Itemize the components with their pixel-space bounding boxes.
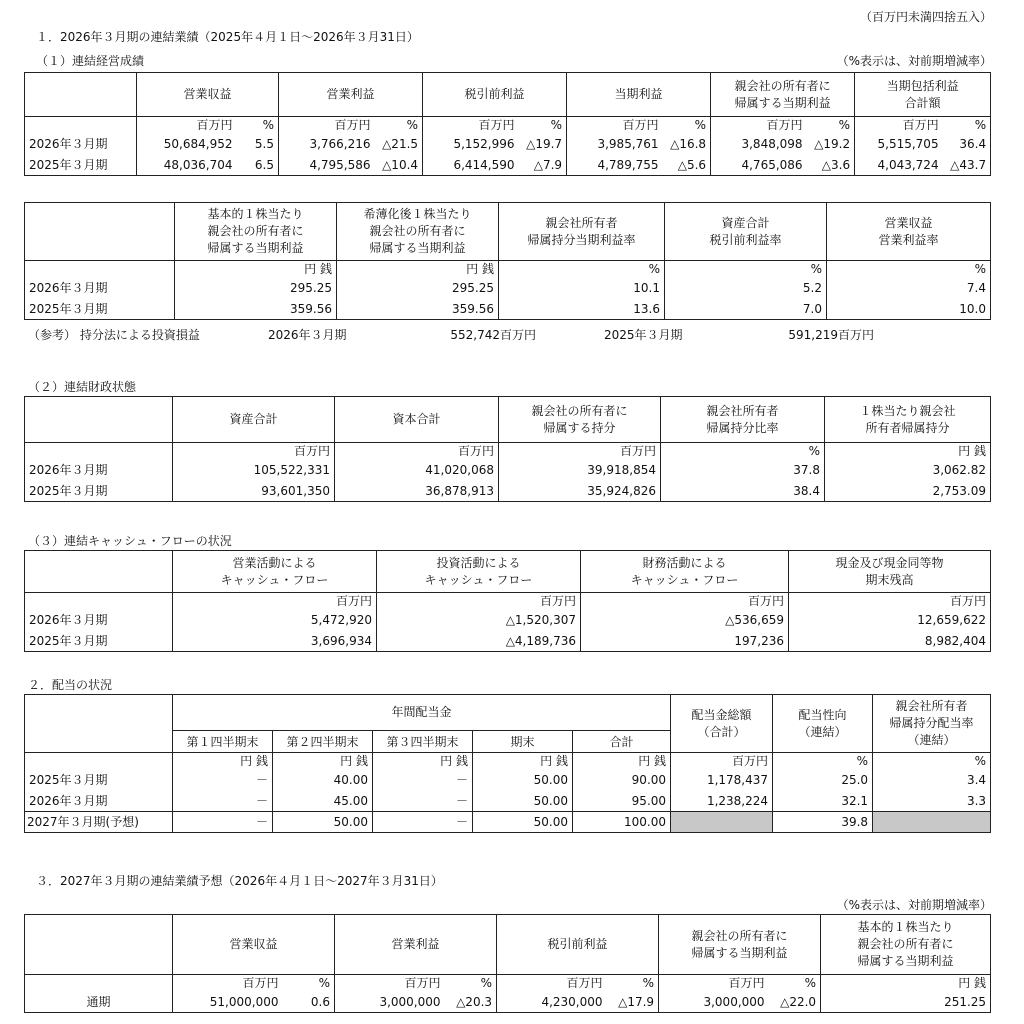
data-cell: 0.6 (283, 992, 335, 1013)
row-label: 2027年３月期(予想) (25, 812, 173, 833)
data-cell: 36,878,913 (335, 481, 499, 502)
unit-cell: 百万円 (335, 975, 445, 992)
unit-cell: 百万円 (173, 975, 283, 992)
col-owners-equity: 親会社の所有者に 帰属する持分 (499, 397, 661, 443)
row-label: 2025年３月期 (25, 299, 175, 320)
unit-blank (25, 261, 175, 278)
equity-method-unit-2: 百万円 (838, 328, 875, 342)
col-total: 合計 (573, 731, 671, 753)
unit-cell: % (769, 975, 821, 992)
col-cash-end: 現金及び現金同等物 期末残高 (789, 551, 991, 593)
data-cell: 36.4 (943, 134, 991, 155)
col-equity-ratio: 親会社所有者 帰属持分比率 (661, 397, 825, 443)
row-label: 2026年３月期 (25, 791, 173, 812)
data-cell: 41,020,068 (335, 460, 499, 481)
table-row (25, 134, 991, 155)
data-cell: △3.6 (807, 155, 855, 176)
shaded-cell (873, 812, 991, 833)
data-cell: 4,795,586 (279, 155, 375, 176)
data-cell: △1,520,307 (377, 610, 581, 631)
col-q3-end: 第３四半期末 (373, 731, 473, 753)
data-cell: 10.0 (827, 299, 991, 320)
row-label: 2025年３月期 (25, 770, 173, 791)
unit-blank (25, 117, 137, 134)
table-row (25, 992, 991, 1013)
data-cell: △43.7 (943, 155, 991, 176)
row-label: 2025年３月期 (25, 631, 173, 652)
unit-cell: 百万円 (659, 975, 769, 992)
unit-cell: 円 銭 (573, 753, 671, 770)
col-doe: 親会社所有者 帰属持分配当率 （連結） (873, 695, 991, 753)
unit-cell: % (665, 261, 827, 278)
row-label: 通期 (25, 992, 173, 1013)
table-row (25, 460, 991, 481)
col-annual-dividend: 年間配当金 (173, 695, 671, 731)
col-diluted-eps: 希薄化後１株当たり 親会社の所有者に 帰属する当期利益 (337, 203, 499, 261)
data-cell: △22.0 (769, 992, 821, 1013)
unit-cell: 円 銭 (273, 753, 373, 770)
data-cell: 50.00 (473, 812, 573, 833)
unit-cell: % (375, 117, 423, 134)
data-cell: △17.9 (607, 992, 659, 1013)
header-blank (25, 73, 137, 117)
data-cell: △21.5 (375, 134, 423, 155)
col-q1-end: 第１四半期末 (173, 731, 273, 753)
data-cell: 25.0 (773, 770, 873, 791)
data-cell: 51,000,000 (173, 992, 283, 1013)
equity-method-unit-1: 百万円 (500, 328, 537, 342)
unit-blank (25, 753, 173, 770)
table-row (25, 481, 991, 502)
col-basic-eps: 基本的１株当たり 親会社の所有者に 帰属する当期利益 (821, 915, 991, 975)
data-cell: 3,000,000 (659, 992, 769, 1013)
data-cell: 6,414,590 (423, 155, 519, 176)
operating-results-table (24, 72, 991, 176)
data-cell: 295.25 (337, 278, 499, 299)
unit-cell: % (499, 261, 665, 278)
data-cell: 5,472,920 (173, 610, 377, 631)
header-blank (25, 551, 173, 593)
financial-position-table (24, 396, 991, 502)
data-cell: 3,848,098 (711, 134, 807, 155)
col-roe: 親会社所有者 帰属持分当期利益率 (499, 203, 665, 261)
data-cell: 5,152,996 (423, 134, 519, 155)
data-cell: 50,684,952 (137, 134, 237, 155)
data-cell: 6.5 (237, 155, 279, 176)
data-cell: 3.3 (873, 791, 991, 812)
data-cell: 38.4 (661, 481, 825, 502)
unit-cell: 円 銭 (173, 753, 273, 770)
data-cell: 45.00 (273, 791, 373, 812)
unit-cell: 円 銭 (825, 443, 991, 460)
row-label: 2026年３月期 (25, 610, 173, 631)
equity-method-period-1: 2026年３月期 (268, 328, 347, 342)
header-blank (25, 695, 173, 753)
col-operating-cf: 営業活動による キャッシュ・フロー (173, 551, 377, 593)
table-row (25, 278, 991, 299)
header-blank (25, 203, 175, 261)
col-operating-income: 営業利益 (279, 73, 423, 117)
data-cell: 40.00 (273, 770, 373, 791)
data-cell: 10.1 (499, 278, 665, 299)
col-operating-income: 営業利益 (335, 915, 497, 975)
data-cell: 3,000,000 (335, 992, 445, 1013)
col-net-income: 当期利益 (567, 73, 711, 117)
data-cell: 295.25 (175, 278, 337, 299)
data-cell: 3.4 (873, 770, 991, 791)
unit-cell: 円 銭 (175, 261, 337, 278)
col-bps: １株当たり親会社 所有者帰属持分 (825, 397, 991, 443)
unit-cell: 百万円 (137, 117, 237, 134)
data-cell: △19.7 (519, 134, 567, 155)
data-cell: 105,522,331 (173, 460, 335, 481)
financial-position-title: （２）連結財政状態 (28, 380, 137, 394)
unit-cell: 百万円 (173, 443, 335, 460)
section-1-1-title: （１）連結経営成績 (36, 54, 145, 68)
col-net-income-owners: 親会社の所有者に 帰属する当期利益 (711, 73, 855, 117)
col-payout-ratio: 配当性向 （連結） (773, 695, 873, 753)
data-cell: 197,236 (581, 631, 789, 652)
data-cell: 7.4 (827, 278, 991, 299)
data-cell: 5,515,705 (855, 134, 943, 155)
row-label: 2026年３月期 (25, 278, 175, 299)
data-cell: 90.00 (573, 770, 671, 791)
table-row-forecast (25, 812, 991, 833)
col-total-equity: 資本合計 (335, 397, 499, 443)
data-cell: 2,753.09 (825, 481, 991, 502)
data-cell: 3,062.82 (825, 460, 991, 481)
shaded-cell (671, 812, 773, 833)
row-label: 2025年３月期 (25, 155, 137, 176)
data-cell: △16.8 (663, 134, 711, 155)
unit-cell: 円 銭 (373, 753, 473, 770)
data-cell: 3,985,761 (567, 134, 663, 155)
data-cell: － (373, 812, 473, 833)
unit-cell: 百万円 (377, 593, 581, 610)
data-cell: △7.9 (519, 155, 567, 176)
col-pretax-income: 税引前利益 (423, 73, 567, 117)
table-row (25, 791, 991, 812)
col-financing-cf: 財務活動による キャッシュ・フロー (581, 551, 789, 593)
unit-cell: % (807, 117, 855, 134)
unit-cell: % (663, 117, 711, 134)
unit-cell: % (873, 753, 991, 770)
unit-cell: % (237, 117, 279, 134)
col-operating-revenue: 営業収益 (173, 915, 335, 975)
col-roa-pretax: 資産合計 税引前利益率 (665, 203, 827, 261)
unit-cell: % (283, 975, 335, 992)
header-blank (25, 397, 173, 443)
unit-cell: 円 銭 (337, 261, 499, 278)
forecast-pct-note: （%表示は、対前期増減率） (836, 898, 992, 912)
table-row (25, 631, 991, 652)
data-cell: 251.25 (821, 992, 991, 1013)
unit-cell: % (943, 117, 991, 134)
data-cell: 4,043,724 (855, 155, 943, 176)
pct-note: （%表示は、対前期増減率） (836, 54, 992, 68)
data-cell: 12,659,622 (789, 610, 991, 631)
data-cell: △5.6 (663, 155, 711, 176)
col-operating-margin: 営業収益 営業利益率 (827, 203, 991, 261)
unit-blank (25, 975, 173, 992)
unit-cell: % (661, 443, 825, 460)
unit-cell: 百万円 (567, 117, 663, 134)
unit-cell: % (773, 753, 873, 770)
row-label: 2026年３月期 (25, 460, 173, 481)
data-cell: 1,238,224 (671, 791, 773, 812)
unit-cell: 百万円 (671, 753, 773, 770)
unit-cell: 百万円 (789, 593, 991, 610)
unit-blank (25, 593, 173, 610)
col-investing-cf: 投資活動による キャッシュ・フロー (377, 551, 581, 593)
data-cell: － (373, 791, 473, 812)
col-comprehensive-income: 当期包括利益 合計額 (855, 73, 991, 117)
data-cell: － (173, 791, 273, 812)
data-cell: △20.3 (445, 992, 497, 1013)
per-share-table (24, 202, 991, 320)
col-total-assets: 資産合計 (173, 397, 335, 443)
table-row (25, 155, 991, 176)
dividends-title: ２．配当の状況 (28, 678, 113, 692)
unit-cell: 百万円 (497, 975, 607, 992)
data-cell: 39.8 (773, 812, 873, 833)
col-operating-revenue: 営業収益 (137, 73, 279, 117)
col-net-income-owners: 親会社の所有者に 帰属する当期利益 (659, 915, 821, 975)
rounding-note: （百万円未満四捨五入） (859, 10, 992, 24)
table-row (25, 299, 991, 320)
data-cell: 50.00 (473, 770, 573, 791)
unit-cell: 百万円 (173, 593, 377, 610)
data-cell: 50.00 (273, 812, 373, 833)
unit-cell: 円 銭 (473, 753, 573, 770)
data-cell: 100.00 (573, 812, 671, 833)
data-cell: △536,659 (581, 610, 789, 631)
data-cell: 8,982,404 (789, 631, 991, 652)
section-1-title: １．2026年３月期の連結業績（2025年４月１日～2026年３月31日） (36, 30, 419, 44)
equity-method-value-2: 591,219 (788, 328, 838, 342)
unit-cell: % (445, 975, 497, 992)
unit-blank (25, 443, 173, 460)
col-pretax-income: 税引前利益 (497, 915, 659, 975)
data-cell: 13.6 (499, 299, 665, 320)
data-cell: 7.0 (665, 299, 827, 320)
equity-method-value-1: 552,742 (450, 328, 500, 342)
data-cell: 39,918,854 (499, 460, 661, 481)
cash-flow-title: （３）連結キャッシュ・フローの状況 (28, 534, 232, 548)
data-cell: 50.00 (473, 791, 573, 812)
unit-cell: 百万円 (581, 593, 789, 610)
equity-method-label: （参考） 持分法による投資損益 (28, 328, 200, 342)
row-label: 2026年３月期 (25, 134, 137, 155)
col-year-end: 期末 (473, 731, 573, 753)
data-cell: 48,036,704 (137, 155, 237, 176)
data-cell: 32.1 (773, 791, 873, 812)
row-label: 2025年３月期 (25, 481, 173, 502)
cash-flow-table (24, 550, 991, 652)
unit-cell: 百万円 (499, 443, 661, 460)
unit-cell: % (607, 975, 659, 992)
data-cell: 359.56 (337, 299, 499, 320)
forecast-title: ３．2027年３月期の連結業績予想（2026年４月１日～2027年３月31日） (36, 874, 443, 888)
data-cell: △4,189,736 (377, 631, 581, 652)
col-total-dividend: 配当金総額 （合計） (671, 695, 773, 753)
data-cell: 93,601,350 (173, 481, 335, 502)
unit-cell: 百万円 (855, 117, 943, 134)
col-q2-end: 第２四半期末 (273, 731, 373, 753)
data-cell: 5.2 (665, 278, 827, 299)
unit-cell: % (827, 261, 991, 278)
forecast-table (24, 914, 991, 1013)
table-row (25, 610, 991, 631)
data-cell: － (173, 770, 273, 791)
data-cell: － (173, 812, 273, 833)
data-cell: 1,178,437 (671, 770, 773, 791)
data-cell: 95.00 (573, 791, 671, 812)
data-cell: △19.2 (807, 134, 855, 155)
data-cell: － (373, 770, 473, 791)
data-cell: 359.56 (175, 299, 337, 320)
data-cell: △10.4 (375, 155, 423, 176)
unit-cell: 百万円 (335, 443, 499, 460)
equity-method-period-2: 2025年３月期 (604, 328, 683, 342)
header-blank (25, 915, 173, 975)
data-cell: 37.8 (661, 460, 825, 481)
unit-cell: % (519, 117, 567, 134)
col-basic-eps: 基本的１株当たり 親会社の所有者に 帰属する当期利益 (175, 203, 337, 261)
unit-cell: 百万円 (711, 117, 807, 134)
data-cell: 35,924,826 (499, 481, 661, 502)
unit-cell: 円 銭 (821, 975, 991, 992)
dividends-table (24, 694, 991, 833)
data-cell: 4,230,000 (497, 992, 607, 1013)
unit-cell: 百万円 (279, 117, 375, 134)
data-cell: 3,766,216 (279, 134, 375, 155)
table-row (25, 770, 991, 791)
data-cell: 4,789,755 (567, 155, 663, 176)
data-cell: 5.5 (237, 134, 279, 155)
data-cell: 3,696,934 (173, 631, 377, 652)
unit-cell: 百万円 (423, 117, 519, 134)
data-cell: 4,765,086 (711, 155, 807, 176)
